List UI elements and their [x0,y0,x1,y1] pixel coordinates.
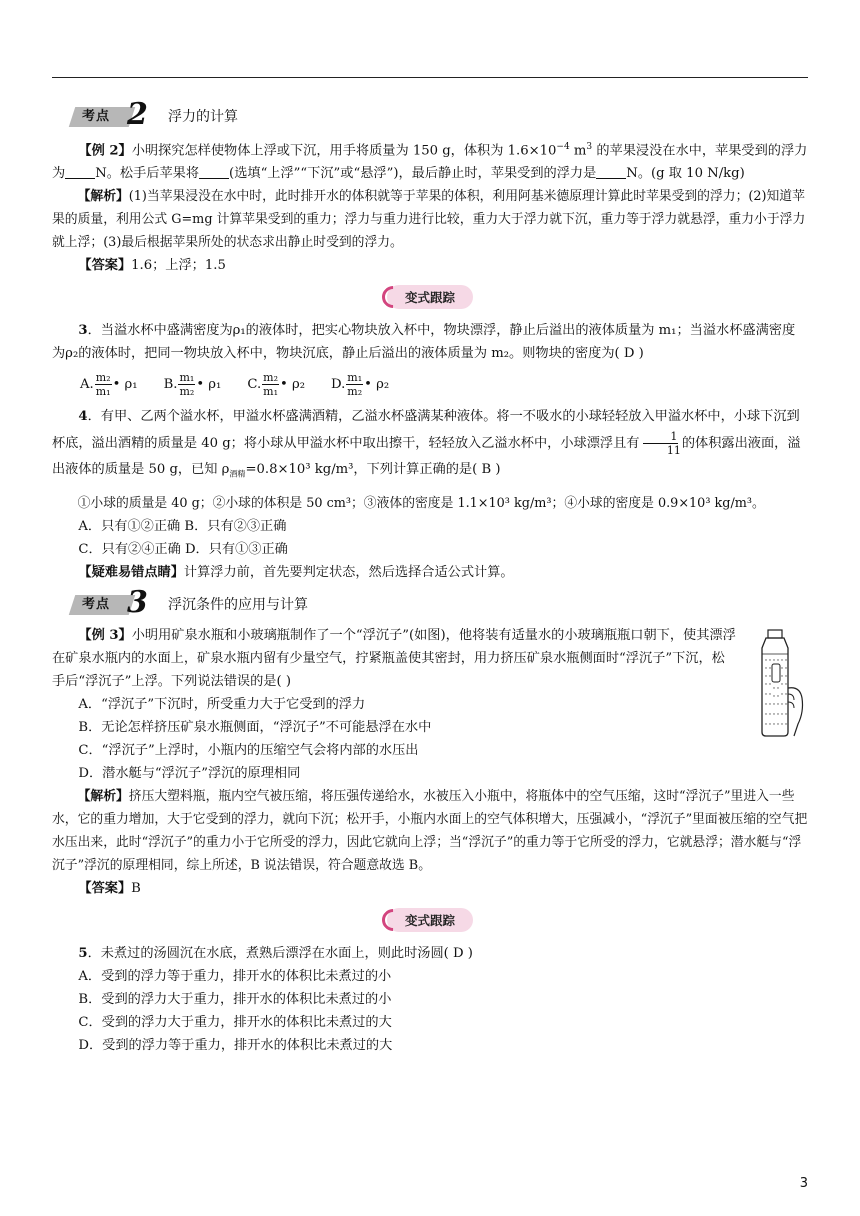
example-3-block [52,624,808,785]
question-5-option-a: A．受到的浮力等于重力，排开水的体积比未煮过的小 [78,969,392,985]
denominator: m₂ [179,385,195,399]
example-3-option-b: B．无论怎样挤压矿泉水瓶侧面，“浮沉子”不可能悬浮在水中 [78,720,432,736]
header-rule [52,77,808,78]
badge-label: 考点 [82,597,111,613]
question-text: 未煮过的汤圆沉在水底，煮熟后漂浮在水面上，则此时汤圆( D ) [100,946,473,962]
density-symbol: • ρ₂ [364,377,390,393]
question-5-option-d: D．受到的浮力等于重力，排开水的体积比未煮过的大 [78,1038,393,1054]
example-3-analysis [52,785,808,877]
question-number: 5 [78,946,88,962]
numerator: m₁ [179,371,195,385]
question-text: 小明用矿泉水瓶和小玻璃瓶制作了一个“浮沉子”(如图)，他将装有适量水的小玻璃瓶瓶口朝下，使其漂浮在矿泉水瓶内的水面上，矿泉水瓶内留有少量空气，拧紧瓶盖使其密封，用力挤压矿泉水瓶侧面时“浮沉子”下沉，松手后“浮沉子”上浮。下列说法错误的是( ) [52,628,736,690]
answer-blank [596,164,626,179]
question-4-statements: ①小球的质量是 40 g；②小球的体积是 50 cm³；③液体的密度是 1.1×10³ kg/m³；④小球的密度是 0.9×10³ kg/m³。 [77,496,765,512]
example-2-answer [52,254,808,277]
tip-label: 【疑难易错点睛】 [78,565,184,581]
analysis-text: 挤压大塑料瓶，瓶内空气被压缩，将压强传递给水，水被压入小瓶中，将瓶体中的空气压缩，这时“浮沉子”里进入一些水，它的重力增加，大于它受到的浮力，就向下沉；松开手，小瓶内水面上的空气体积增大，压强减小，“浮沉子”里面被压缩的空气把水压出来，此时“浮沉子”的重力小于它所受的浮力，因此它就向上浮；当“浮沉子”的重力等于它所受的浮力，它就悬浮；潜水艇与“浮沉子”浮沉的原理相同，综上所述，B 说法错误，符合题意故选 B。 [52,789,808,874]
fraction [95,371,112,398]
swirl-icon [377,904,408,935]
example-3-option-d: D．潜水艇与“浮沉子”浮沉的原理相同 [78,766,301,782]
option-letter: C. [247,377,262,393]
section-title: 浮力的计算 [168,108,238,125]
track-label: 变式跟踪 [404,289,455,305]
badge-number: 2 [127,97,148,132]
density-symbol: • ρ₁ [196,377,222,393]
analysis-text: (1)当苹果浸没在水中时，此时排开水的体积就等于苹果的体积，利用阿基米德原理计算此时苹果受到的浮力；(2)知道苹果的质量，利用公式 G=mg 计算苹果受到的重力；浮力与重力进行比较，重力大于浮力就下沉，重力等于浮力就悬浮，重力小于浮力就上浮；(3)最后根据苹果所处的状态求出静止时受到的浮力。 [52,189,806,251]
badge-number: 3 [127,585,148,621]
example-2-question [52,136,808,185]
option-letter: D. [331,377,346,393]
exponent: −4 [556,142,570,152]
example-3-answer [52,877,808,900]
text: m [569,143,587,159]
swirl-icon [377,282,408,313]
option-letter: A. [80,377,94,393]
badge-label: 考点 [82,109,111,124]
example-3-option-c: C．“浮沉子”上浮时，小瓶内的压缩空气会将内部的水压出 [78,743,419,759]
analysis-label: 【解析】 [77,789,129,805]
text: 的苹果浸没在水中，苹果受到的浮力为 [52,143,808,182]
question-text: 当溢水杯中盛满密度为ρ₁的液体时，把实心物块放入杯中，物块漂浮，静止后溢出的液体质量为 m₁；当溢水杯盛满密度为ρ₂的液体时，把同一物块放入杯中，物块沉底，静止后溢出的液体质量为 m₂。则物块的密度为( D ) [52,323,796,362]
answer-blank [65,164,95,179]
example-2-analysis [52,185,808,254]
answer-label: 【答案】 [78,258,132,274]
question-4-options-ab: A．只有①②正确 B．只有②③正确 [78,519,287,535]
example-3-question [52,624,808,693]
fraction [178,371,195,398]
numerator: m₁ [347,371,363,385]
answer-label: 【答案】 [78,881,132,897]
density-symbol: • ρ₁ [112,377,138,393]
track-banner-1 [52,285,808,309]
track-badge [387,908,473,932]
question-4: 4．有甲、乙两个溢水杯，甲溢水杯盛满酒精，乙溢水杯盛满某种液体。将一不吸水的小球轻轻放入甲溢水杯中，小球下沉到杯底，溢出酒精的质量是 40 g；将小球从甲溢水杯中取出擦干，轻轻放入乙溢水杯中，小球漂浮且有 $\frac{1}{11}$ 的体积露出液面，溢出液体的质量是 50 g，已知 $\rho_{酒精}=0.8\times 10^3$ kg/m³，下列计算正确的是( B ) [52,409,801,480]
text: (选填“上浮”“下沉”或“悬浮”)，最后静止时，苹果受到的浮力是 [229,166,597,182]
option-a [80,371,138,398]
text: N。松手后苹果将 [95,166,200,182]
option-letter: B. [163,377,178,393]
section-title: 浮沉条件的应用与计算 [168,596,308,613]
fraction [262,371,279,398]
question-number: 3 [78,323,88,339]
analysis-label: 【解析】 [77,189,129,205]
track-label: 变式跟踪 [404,912,455,928]
denominator: 11 [666,444,681,458]
kaodian-badge [72,97,154,132]
question-5-option-b: B．受到的浮力大于重力，排开水的体积比未煮过的小 [78,992,392,1008]
question-3-options [52,371,808,398]
question-number: 4 [78,409,88,425]
option-d [331,371,389,398]
subscript: 酒精 [229,470,246,480]
page-content [52,96,808,1057]
fraction [346,371,363,398]
fraction [640,430,680,457]
question-4-options-cd: C．只有②④正确 D．只有①③正确 [78,542,288,558]
tip-text: 计算浮力前，首先要判定状态，然后选择合适公式计算。 [183,565,514,581]
numerator: 1 [643,430,678,444]
option-b [164,371,222,398]
option-c [247,371,305,398]
page-number: 3 [799,1176,808,1191]
question-text: =0.8×10³ kg/m³，下列计算正确的是( B ) [245,462,501,478]
track-banner-2 [52,908,808,932]
error-tip [52,561,808,584]
exponent: 3 [586,142,593,152]
section-2-heading [52,97,808,134]
question-5-option-c: C．受到的浮力大于重力，排开水的体积比未煮过的大 [78,1015,392,1031]
answer-blank [199,164,229,179]
denominator: m₁ [263,385,278,399]
section-3-heading [52,585,808,622]
example-3-option-a: A．“浮沉子”下沉时，所受重力大于它受到的浮力 [78,697,366,713]
bottle-diver-figure [748,628,808,738]
question-text: 有甲、乙两个溢水杯，甲溢水杯盛满酒精，乙溢水杯盛满某种液体。将一不吸水的小球轻轻放入甲溢水杯中，小球下沉到杯底，溢出酒精的质量是 40 g；将小球从甲溢水杯中取出擦干，轻轻放入乙溢水杯中，小球漂浮且有 [52,409,800,452]
text: 小明探究怎样使物体上浮或下沉，用手将质量为 150 g，体积为 1.6×10 [131,143,557,159]
question-text: 的体积露出液面，溢出液体的质量是 50 g，已知 ρ [52,436,801,478]
question-3: 3．当溢水杯中盛满密度为ρ₁的液体时，把实心物块放入杯中，物块漂浮，静止后溢出的液体质量为 m₁；当溢水杯盛满密度为ρ₂的液体时，把同一物块放入杯中，物块沉底，静止后溢出的液体质量为 m₂。则物块的密度为( D ) [52,323,796,362]
numerator: m₂ [263,371,278,385]
text: N。(g 取 10 N/kg) [626,166,745,182]
kaodian-badge [72,585,154,621]
question-5: 5．未煮过的汤圆沉在水底，煮熟后漂浮在水面上，则此时汤圆( D ) [78,946,473,962]
denominator: m₂ [347,385,363,399]
example-label: 【例 3】 [78,628,132,644]
numerator: m₂ [95,371,111,385]
answer-text: B [131,881,141,897]
example-label: 【例 2】 [78,143,132,159]
answer-text: 1.6；上浮；1.5 [131,258,226,274]
density-symbol: • ρ₂ [279,377,305,393]
denominator: m₁ [95,385,111,399]
track-badge [387,285,473,309]
